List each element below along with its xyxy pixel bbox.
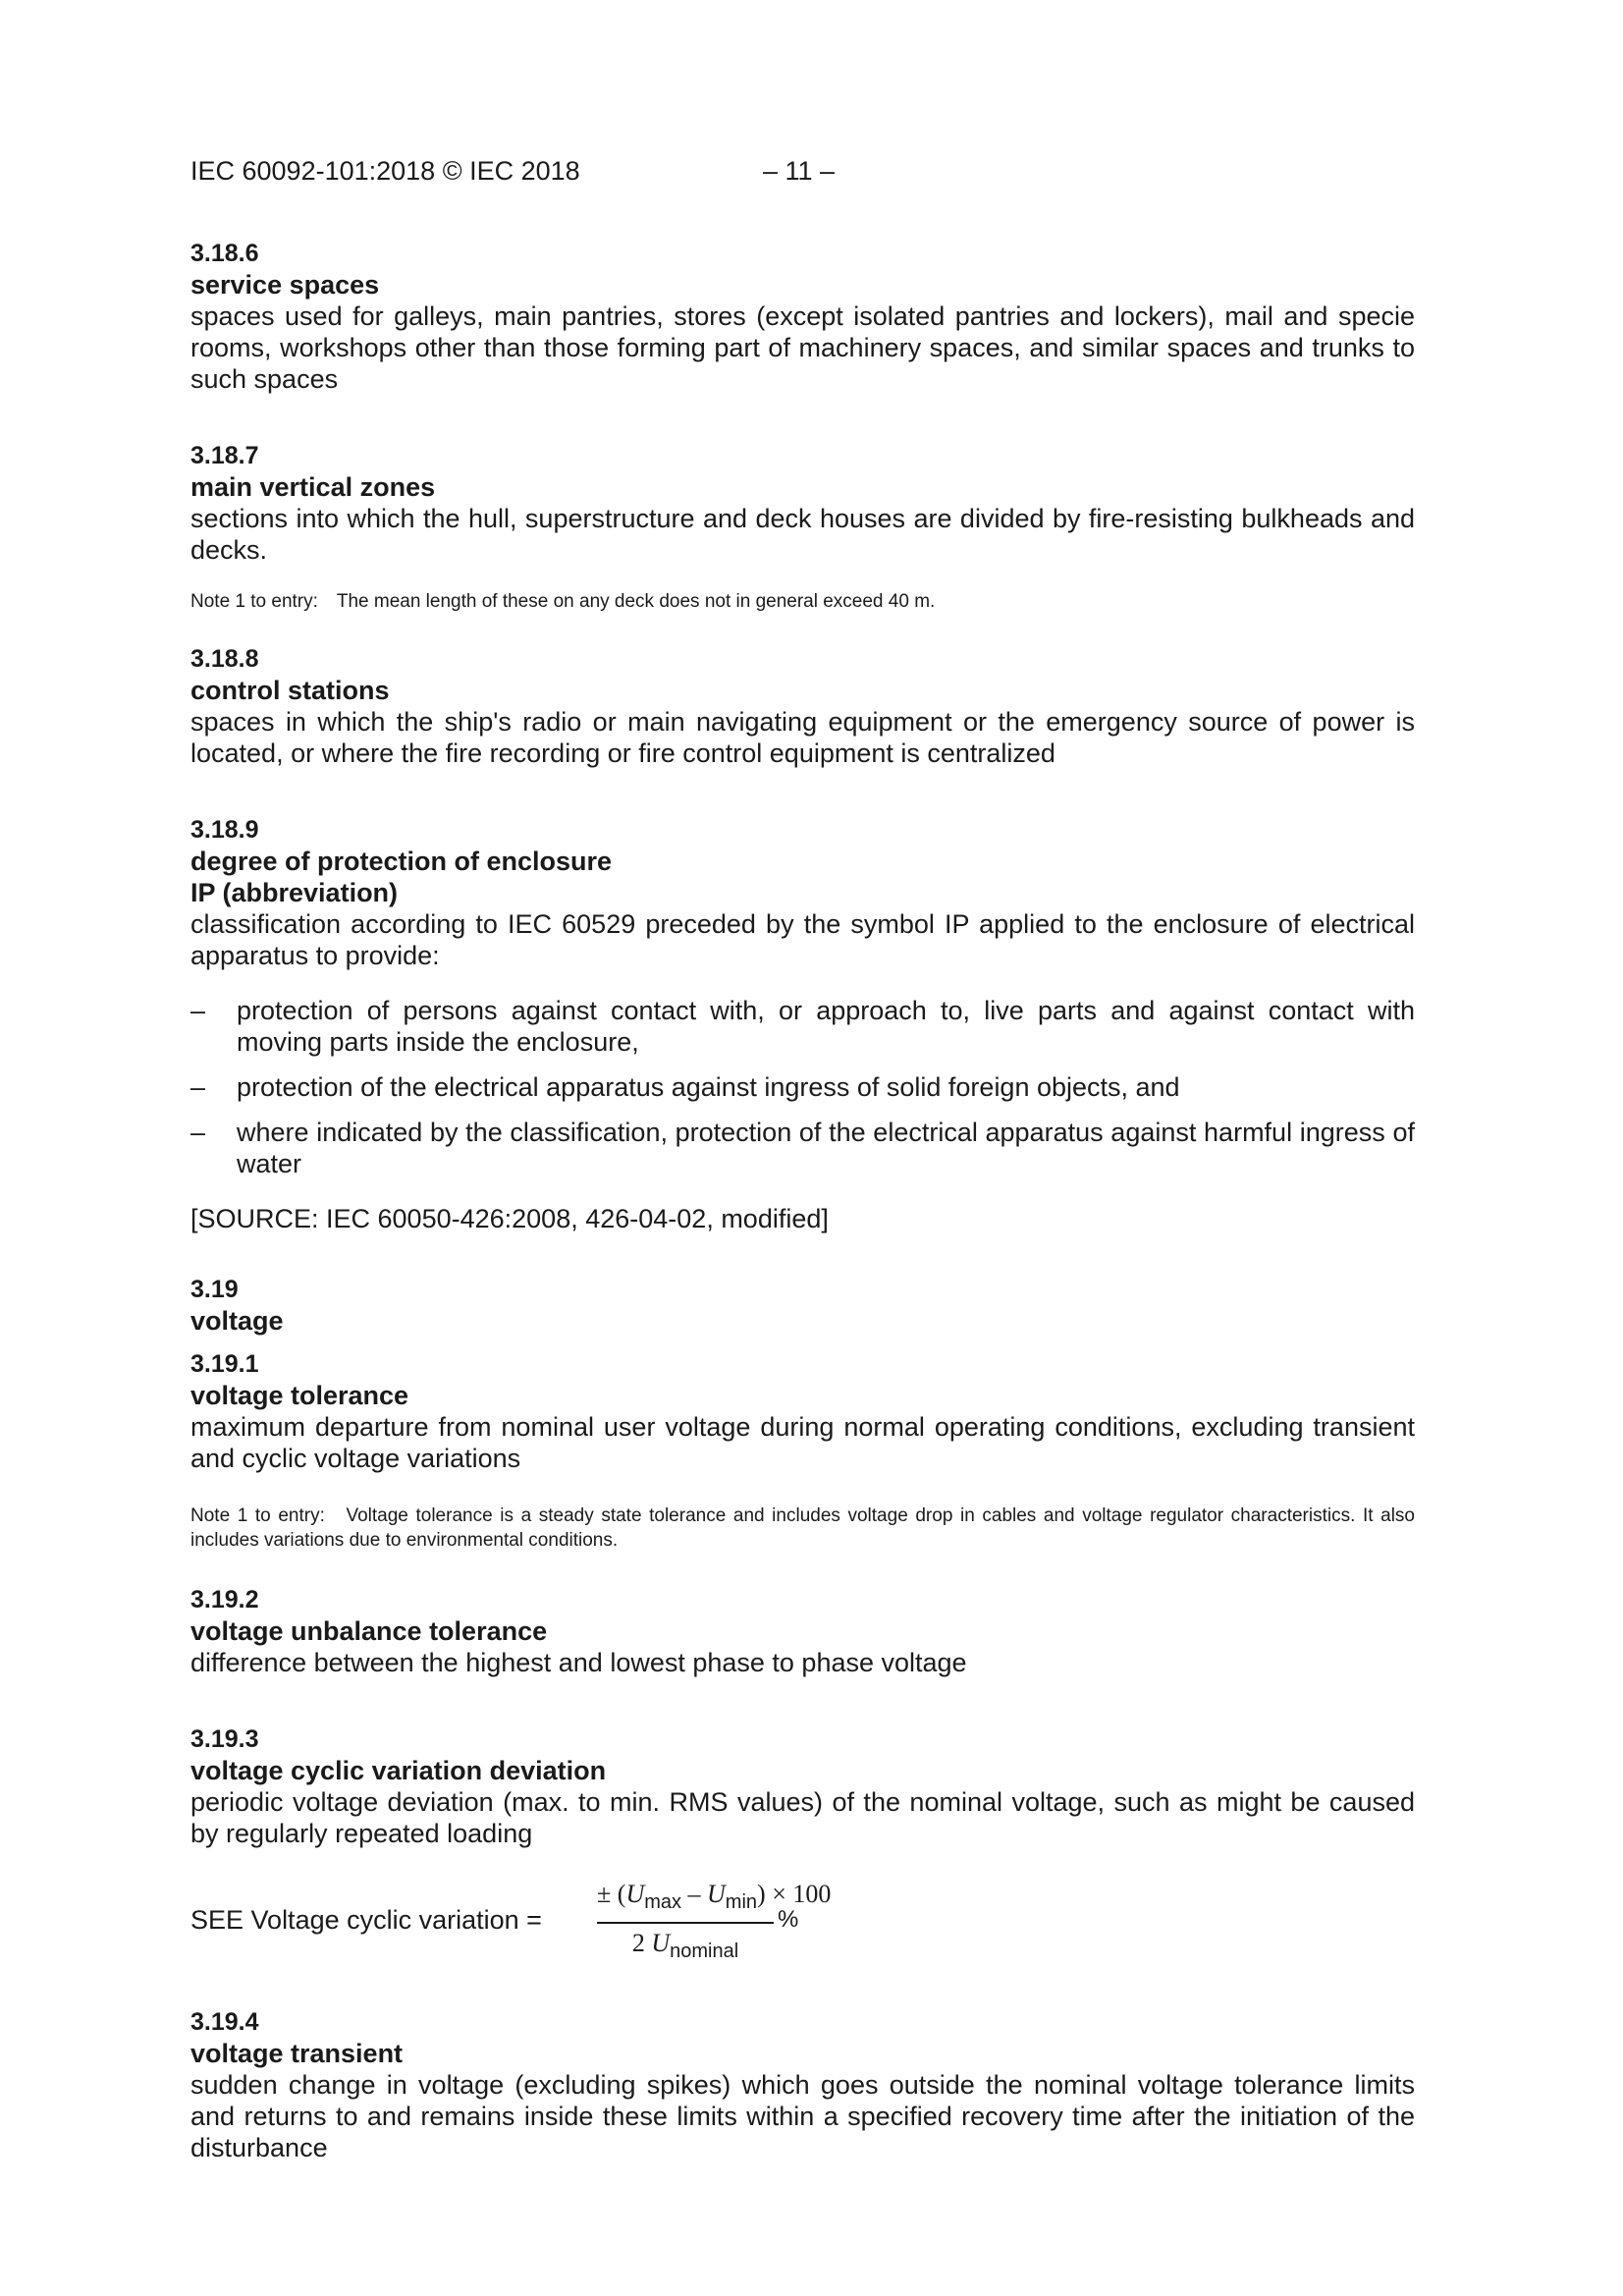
term-name: main vertical zones: [190, 472, 436, 502]
term-number: 3.19.3: [190, 1725, 259, 1753]
term-3-19-1: [190, 1348, 1415, 1553]
times-hundred: ) × 100: [757, 1880, 832, 1908]
page-number: – 11 –: [763, 156, 836, 186]
subscript-min: min: [725, 1891, 758, 1913]
term-name: voltage tolerance: [190, 1381, 409, 1410]
dash-bullet: –: [190, 996, 206, 1025]
term-name: degree of protection of enclosure: [190, 847, 613, 876]
fraction-bar: [597, 1922, 774, 1924]
term-name: voltage: [190, 1306, 284, 1336]
variable-u: U: [707, 1880, 726, 1908]
minus-sign: –: [681, 1880, 708, 1908]
percent-unit: %: [778, 1906, 799, 1933]
term-definition: sudden change in voltage (excluding spikes) which goes outside the nominal voltage tolerance limits and returns to and remains inside these limits within a specified recovery time after the initiation of the disturbance: [190, 2070, 1415, 2162]
term-number: 3.18.9: [190, 816, 259, 844]
list-item: [190, 1117, 1415, 1179]
term-3-19: [190, 1274, 1415, 1337]
subscript-nominal: nominal: [670, 1941, 739, 1962]
formula-numerator: [597, 1879, 832, 1918]
term-definition: spaces used for galleys, main pantries, stores (except isolated pantries and lockers), mail and specie rooms, workshops other than those forming part of machinery spaces, and similar spaces and trunks to such spaces: [190, 301, 1415, 394]
page-header: [190, 151, 1415, 191]
variable-u: U: [625, 1880, 645, 1908]
formula-label: SEE Voltage cyclic variation =: [190, 1905, 542, 1935]
term-abbreviation: IP (abbreviation): [190, 878, 399, 907]
list-item-text: protection of the electrical apparatus against ingress of solid foreign objects, and: [237, 1072, 1180, 1102]
formula-denominator: [597, 1928, 774, 1967]
note-text: The mean length of these on any deck does not in general exceed 40 m.: [336, 591, 936, 612]
term-number: 3.19.1: [190, 1350, 259, 1378]
denominator-coefficient: 2: [631, 1929, 652, 1957]
numerator-open: ± (: [597, 1880, 626, 1908]
term-number: 3.19.4: [190, 2008, 259, 2036]
term-definition: spaces in which the ship's radio or main navigating equipment or the emergency source of power is located, or where the fire recording or fire control equipment is centralized: [190, 707, 1415, 768]
term-number: 3.19.2: [190, 1586, 259, 1613]
dash-bullet: –: [190, 1118, 206, 1147]
term-definition: sections into which the hull, superstructure and deck houses are divided by fire-resisting bulkheads and decks.: [190, 504, 1415, 565]
note-label: Note 1 to entry:: [190, 1505, 325, 1526]
note-to-entry: [190, 1503, 1415, 1553]
list-item-text: where indicated by the classification, protection of the electrical apparatus against harmful ingress of water: [237, 1118, 1415, 1178]
term-3-19-4: [190, 2006, 1415, 2163]
term-name: voltage transient: [190, 2039, 404, 2068]
note-text: Voltage tolerance is a steady state tolerance and includes voltage drop in cables and voltage regulator characteristics. It also includes variations due to environmental conditions.: [190, 1505, 1415, 1551]
dash-bullet: –: [190, 1072, 206, 1102]
document-page: [190, 151, 1415, 2209]
term-number: 3.18.8: [190, 645, 259, 673]
term-3-19-3: [190, 1723, 1415, 1967]
term-definition: periodic voltage deviation (max. to min. RMS values) of the nominal voltage, such as might be caused by regularly repeated loading: [190, 1787, 1415, 1848]
term-number: 3.18.7: [190, 442, 259, 469]
term-3-19-2: [190, 1584, 1415, 1678]
term-3-18-9: [190, 814, 1415, 1234]
source-reference: [SOURCE: IEC 60050-426:2008, 426-04-02, modified]: [190, 1204, 829, 1233]
note-label: Note 1 to entry:: [190, 591, 318, 612]
term-3-18-8: [190, 643, 1415, 769]
term-number: 3.18.6: [190, 240, 259, 267]
term-definition: classification according to IEC 60529 preceded by the symbol IP applied to the enclosure of electrical apparatus to provide:: [190, 909, 1415, 970]
note-to-entry: [190, 589, 1415, 614]
voltage-cyclic-variation-formula: [190, 1879, 1415, 1967]
list-item-text: protection of persons against contact with, or approach to, live parts and against contact with moving parts inside the enclosure,: [237, 996, 1415, 1057]
term-definition: difference between the highest and lowest phase to phase voltage: [190, 1648, 967, 1677]
term-3-18-7: [190, 440, 1415, 614]
term-name: voltage cyclic variation deviation: [190, 1756, 607, 1785]
term-number: 3.19: [190, 1276, 239, 1303]
subscript-max: max: [644, 1891, 682, 1913]
list-item: [190, 995, 1415, 1058]
term-3-18-6: [190, 238, 1415, 395]
term-name: voltage unbalance tolerance: [190, 1616, 548, 1646]
formula-fraction: [597, 1879, 832, 1967]
term-name: service spaces: [190, 270, 380, 300]
standard-id: IEC 60092-101:2018 © IEC 2018: [190, 156, 580, 186]
list-item: [190, 1071, 1415, 1103]
bullet-list: [190, 995, 1415, 1179]
variable-u: U: [651, 1929, 671, 1957]
term-name: control stations: [190, 676, 390, 705]
term-definition: maximum departure from nominal user voltage during normal operating conditions, excluding transient and cyclic voltage variations: [190, 1412, 1415, 1473]
